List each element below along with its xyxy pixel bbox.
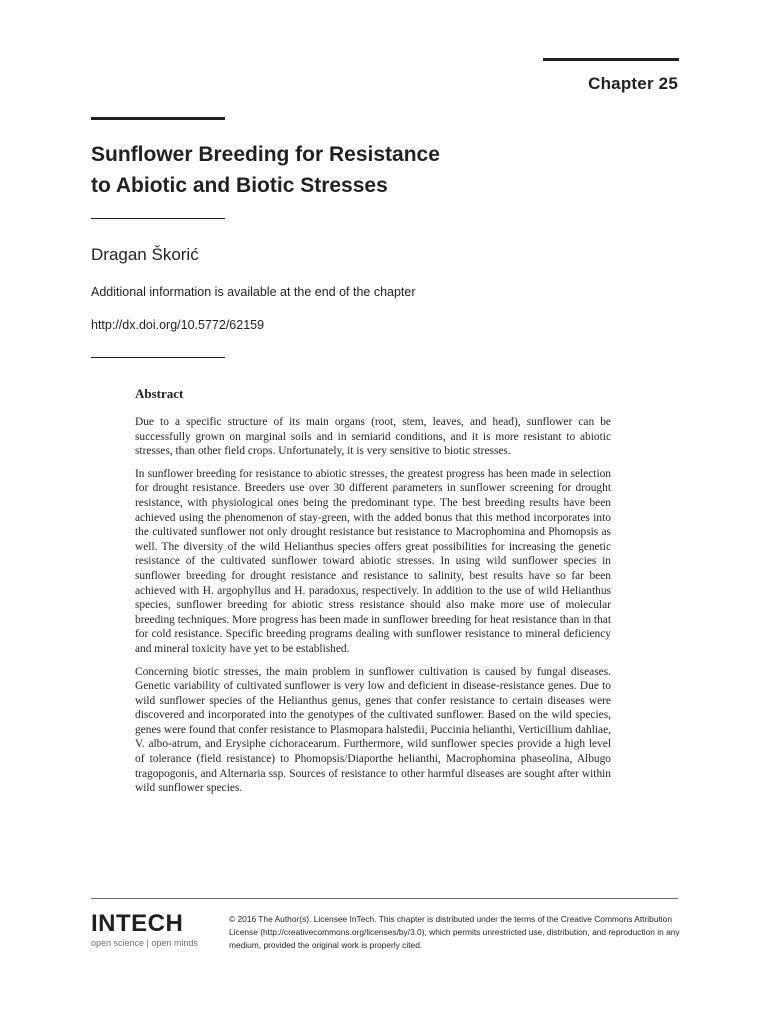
chapter-rule — [543, 58, 679, 61]
chapter-title — [91, 139, 440, 201]
additional-info: Additional information is available at the end of the chapter — [91, 285, 416, 299]
abstract-paragraph-3: Concerning biotic stresses, the main problem in sunflower cultivation is caused by fungal diseases. Genetic variability of cultivated sunflower is very low and deficient in disease-resistance genes. Due to wild sunflower species of the Helianthus genus, genes that confer resistance to certain diseases were discovered and incorporated into the genotypes of the cultivated sunflower. Based on the wild species, genes were found that confer resistance to Plasmopara halstedii, Puccinia helianthi, Verticillium dahliae, V. albo-atrum, and Erysiphe cichoracearum. Furthermore, wild sunflower species provide a high level of tolerance (field resistance) to Phomopsis/Diaporthe helianthi, Macrophomina phaseolina, Albugo tragopogonis, and Alternaria ssp. Sources of resistance to other harmful diseases are sought after within wild sunflower species. — [135, 665, 611, 795]
chapter-title-line-1: Sunflower Breeding for Resistance — [91, 143, 440, 166]
intech-logo — [91, 911, 198, 948]
abstract-paragraph-2: In sunflower breeding for resistance to abiotic stresses, the greatest progress has been made in selection for drought resistance. Breeders use over 30 different parameters in sunflower screening for drought resistance, with physiological ones being the predominant type. The best breeding results have been achieved using the phenomenon of stay-green, with the added bonus that this method incorporates into the cultivated sunflower not only drought resistance but resistance to Macrophomina and Phomopsis as well. The diversity of the wild Helianthus species offers great possibilities for increasing the genetic resistance of the cultivated sunflower toward abiotic stresses. In using wild sunflower species in sunflower breeding for drought resistance and resistance to salinity, best results have so far been achieved with H. argophyllus and H. paradoxus, respectively. In addition to the use of wild Helianthus species, sunflower breeding for abiotic stress resistance should also make more use of molecular breeding techniques. More progress has been made in sunflower breeding for heat resistance than in that for cold resistance. Specific breeding programs dealing with sunflower resistance to mineral deficiency and mineral toxicity have yet to be established. — [135, 467, 611, 655]
chapter-label: Chapter 25 — [588, 74, 678, 93]
author-name: Dragan Škorić — [91, 245, 199, 264]
abstract-section — [135, 386, 611, 804]
logo-wordmark: INTECH — [91, 910, 184, 937]
abstract-heading: Abstract — [135, 386, 184, 401]
logo-tagline: open science | open minds — [91, 938, 198, 948]
abstract-paragraph-1: Due to a specific structure of its main organs (root, stem, leaves, and head), sunflower can be successfully grown on marginal soils and in semiarid conditions, and it is more resistant to abiotic stresses, than other field crops. Unfortunately, it is very sensitive to biotic stresses. — [135, 416, 611, 458]
author-divider — [91, 218, 225, 219]
chapter-title-line-2: to Abiotic and Biotic Stresses — [91, 174, 388, 197]
abstract-divider — [91, 357, 225, 358]
footer-rule — [91, 898, 678, 899]
license-notice: © 2016 The Author(s). Licensee InTech. This chapter is distributed under the terms of the Creative Commons Attribution License (http://creativecommons.org/licenses/by/3.0), which permits unrestricted use, distribution, and reproduction in any medium, provided the original work is properly cited. — [229, 914, 680, 950]
doi-link[interactable]: http://dx.doi.org/10.5772/62159 — [91, 318, 265, 332]
title-rule — [91, 117, 225, 120]
